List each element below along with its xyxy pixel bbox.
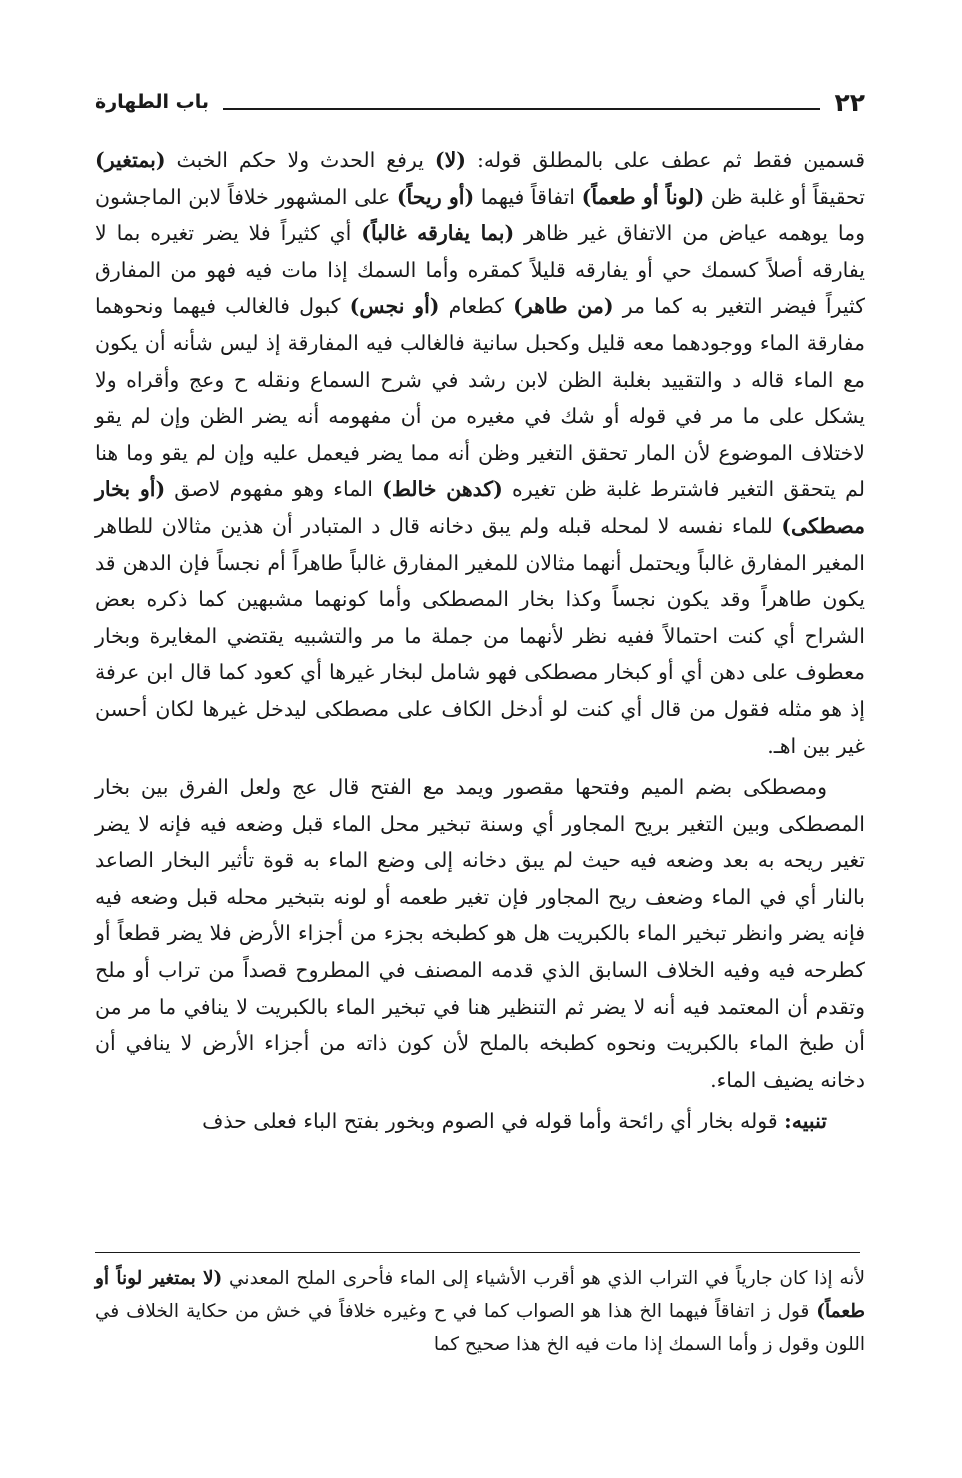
matn-quote: (لا) (434, 148, 466, 172)
matn-quote: (من طاهر) (513, 294, 614, 319)
footnote-paragraph (95, 1262, 865, 1361)
paragraph-2: ومصطكى بضم الميم وفتحها مقصور ويمد مع الفتح قال عج ولعل الفرق بين بخار المصطكى وبين التغير بريح المجاور أي وسنة تبخير محل الماء قبل وضعه فيه فإنه لا يضر تغير ريحه به بعد وضعه فيه حيث لم يبق دخانه إلى وضع الماء به قوة تأثير البخار الصاعد بالنار أي في الماء وضعف ريح المجاور فإن تغير طعمه أو لونه بتبخير محله قبل وضعه فيه فإنه يضر وانظر تبخير الماء بالكبريت هل هو كطبخه بجزء من أجزاء الأرض فلا يضر قطعاً أو كطرحه فيه وفيه الخلاف السابق الذي قدمه المصنف في المطروح قصداً من تراب أو ملح وتقدم أن المعتمد فيه أنه لا يضر ثم التنظير هنا في تبخير الماء بالكبريت لا ينافي ما مر من أن طبخ الماء بالكبريت ونحوه كطبخه بالملح لأن كون ذاته من أجزاء الأرض لا ينافي أن دخانه يضيف الماء. (95, 775, 865, 1092)
matn-quote: (بما يفارقه غالباً) (361, 221, 515, 246)
matn-quote: (أو نجس) (349, 294, 440, 319)
text-run: لأنه إذا كان جارياً في التراب الذي هو أقرب الأشياء إلى الماء فأحرى الملح المعدني (222, 1268, 866, 1289)
matn-quote: (أو ريحاً) (396, 184, 475, 209)
text-run: الماء وهو مفهوم لاصق (165, 477, 383, 502)
matn-quote: (بمتغير) (95, 148, 166, 172)
paragraph-3 (95, 1103, 865, 1140)
text-run: قوله بخار أي رائحة وأما قوله في الصوم وبخور بفتح الباء فعلى حذف (202, 1109, 785, 1134)
matn-quote: (كدهن خالط) (382, 477, 503, 502)
text-run: يرفع الحدث ولا حكم الخبث (165, 148, 435, 172)
footnotes (95, 1262, 865, 1361)
text-run: كبول فالغالب فيهما ونحوهما مفارقة الماء ووجودهما معه قليل وكحبل سانية فالغالب فيه المفارقة إذ ليس شأنه أن يكون مع الماء قاله د والتقييد بغلبة الظن لابن رشد في شرح السماع ونقله ح وعج وأقراه ولا يشكل على ما مر في قوله أو شك في مغيره من أن مفهومه أنه يضر الظن وإن لم يقو لاختلاف الموضوع لأن المار تحقق التغير وظن أنه مما يضر فيعمل عليه وإن لم يقو وما هنا لم يتحقق التغير فاشترط غلبة ظن تغيره (95, 294, 865, 502)
note-label: تنبيه: (784, 1109, 827, 1134)
text-run: قسمين فقط ثم عطف على بالمطلق قوله: (466, 148, 865, 172)
text-run: تحقيقاً أو غلبة ظن (704, 184, 865, 209)
running-header (95, 82, 865, 122)
matn-quote: (لوناً أو طعماً) (581, 184, 705, 209)
text-run: على المشهور خلافاً لابن الماجشون وما يوهمه عياض من الاتفاق غير ظاهر (95, 184, 865, 246)
page-number: ٢٢ (834, 87, 865, 117)
text-run: اتفاقاً فيهما (474, 184, 582, 209)
matn-quote: (أو بخار مصطكى) (95, 477, 865, 538)
paragraph-1 (95, 142, 865, 764)
header-rule (223, 108, 821, 110)
text-run: كطعام (439, 294, 514, 319)
main-text (95, 142, 865, 1145)
text-run: للماء نفسه لا لمحله قبله ولم يبق دخانه قال د المتبادر أن هذين مثالان للطاهر المغير المفارق غالباً ويحتمل أنهما مثالان للمغير المفارق غالباً طاهراً أم نجساً فإن الدهن قد يكون طاهراً وقد يكون نجساً وكذا بخار المصطكى وأما كونهما مشبهين كما ذكره بعض الشراح أي كنت احتمالاً ففيه نظر لأنهما من جملة ما مر والتشبيه يقتضي المغايرة وبخار معطوف على دهن أي أو كبخار مصطكى فهو شامل لبخار غيرها أي كعود كما قال ابن عرفة إذ هو مثله فقول من قال أي كنت لو أدخل الكاف على مصطكى ليدخل غيرها لكان أحسن غير بين اهـ. (95, 513, 865, 758)
chapter-title: باب الطهارة (95, 91, 209, 113)
footnote-divider (95, 1252, 860, 1253)
matn-quote: (لا بمتغير لوناً أو طعماً) (95, 1268, 865, 1322)
text-run: أي كثيراً فلا يضر تغيره بما لا يفارقه أصلاً كسمك حي أو يفارقه قليلاً كمقره وأما السمك إذا مات فيه فهو من المفارق كثيراً فيضر التغير به كما مر (95, 221, 866, 319)
text-run: قول ز اتفاقاً فيهما الخ هذا هو الصواب كما في ح وغيره خلافاً في خش من حكاية الخلاف في اللون وقول ز وأما السمك إذا مات فيه الخ هذا صحيح كما (95, 1301, 865, 1355)
